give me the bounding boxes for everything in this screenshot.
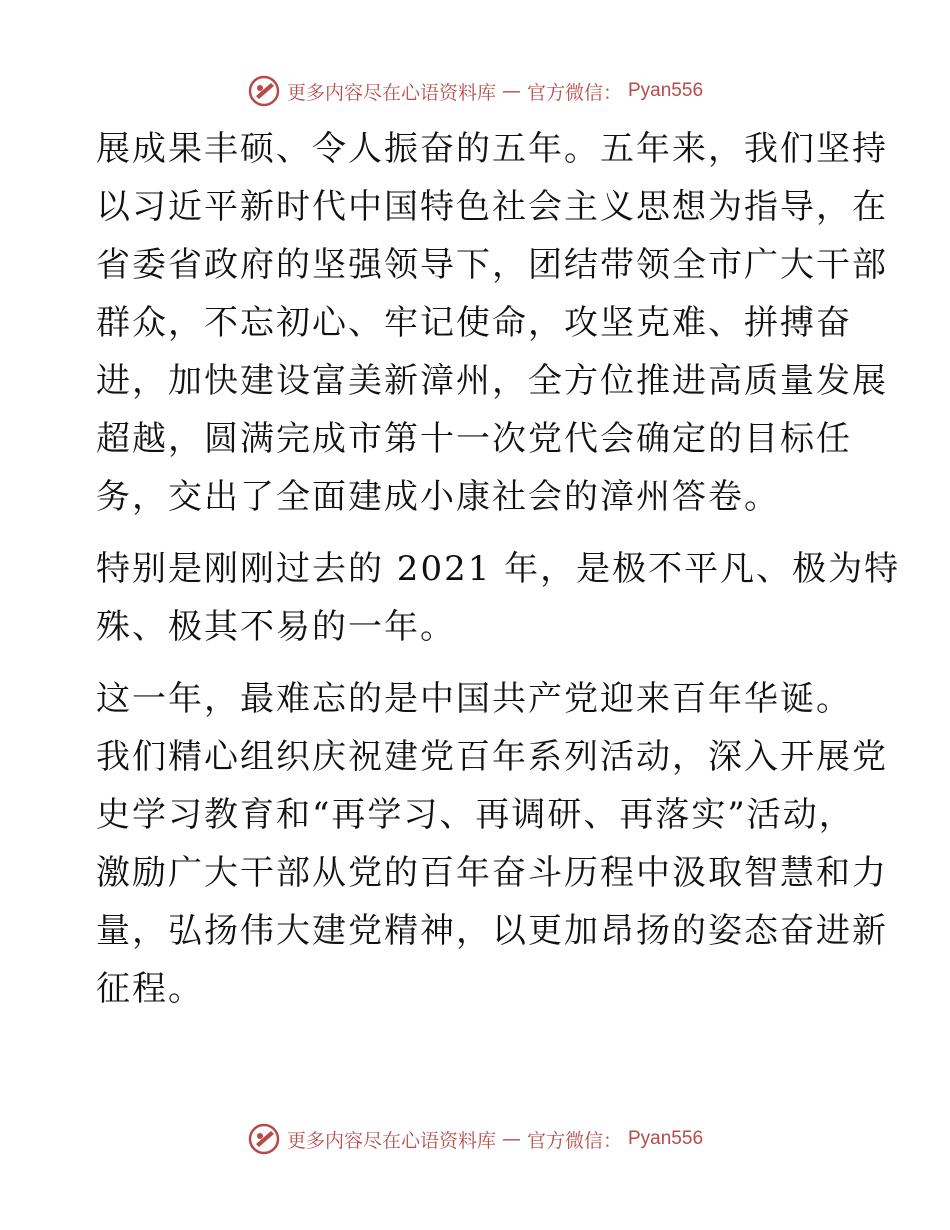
text-line: 量，弘扬伟大建党精神，以更加昂扬的姿态奋进新	[96, 911, 888, 951]
text-line: 这一年，最难忘的是中国共产党迎来百年华诞。	[96, 679, 852, 719]
watermark-label: 官方微信：	[526, 1129, 622, 1152]
seal-logo-icon	[247, 74, 281, 108]
text-line: 征程。	[96, 969, 204, 1009]
paragraph-3	[96, 670, 888, 1018]
watermark-separator: —	[501, 1128, 521, 1150]
text-line: 殊、极其不易的一年。	[96, 607, 456, 647]
seal-logo-icon	[247, 1122, 281, 1156]
text-line: 超越，圆满完成市第十一次党代会确定的目标任	[96, 419, 852, 459]
text-line: 展成果丰硕、令人振奋的五年。五年来，我们坚持	[96, 129, 888, 169]
text-line: 务，交出了全面建成小康社会的漳州答卷。	[96, 477, 780, 517]
watermark-id: Pyan556	[628, 1128, 704, 1149]
header-watermark	[0, 74, 950, 108]
watermark-separator: —	[501, 80, 521, 102]
text-line: 省委省政府的坚强领导下，团结带领全市广大干部	[96, 245, 888, 285]
footer-watermark	[0, 1122, 950, 1156]
text-line: 群众，不忘初心、牢记使命，攻坚克难、拼搏奋	[96, 303, 852, 343]
document-body	[96, 120, 901, 1018]
watermark-id: Pyan556	[628, 80, 704, 101]
paragraph-1	[96, 120, 888, 526]
watermark-text: 更多内容尽在心语资料库	[286, 81, 496, 104]
watermark-text: 更多内容尽在心语资料库	[286, 1129, 496, 1152]
text-line: 以习近平新时代中国特色社会主义思想为指导，在	[96, 187, 888, 227]
paragraph-2	[96, 540, 901, 656]
text-line: 特别是刚刚过去的 2021 年，是极不平凡、极为特	[96, 549, 901, 589]
text-line: 激励广大干部从党的百年奋斗历程中汲取智慧和力	[96, 853, 888, 893]
text-line: 进，加快建设富美新漳州，全方位推进高质量发展	[96, 361, 888, 401]
text-line: 史学习教育和“再学习、再调研、再落实”活动，	[96, 795, 855, 835]
text-line: 我们精心组织庆祝建党百年系列活动，深入开展党	[96, 737, 888, 777]
watermark-label: 官方微信：	[526, 81, 622, 104]
